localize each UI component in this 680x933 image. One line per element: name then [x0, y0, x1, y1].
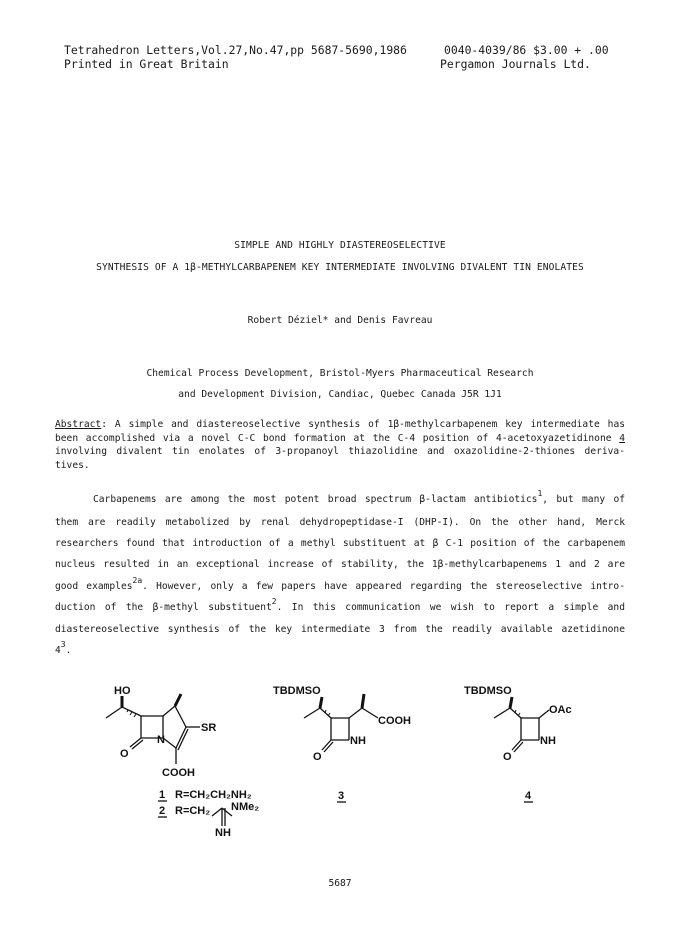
body-line-2: them are readily metabolized by renal dehydropeptidase-I (DHP-I). On the other hand, Merck	[55, 517, 625, 528]
s1-num2: 2	[159, 805, 166, 817]
publisher: Pergamon Journals Ltd.	[440, 57, 591, 71]
body-text: Carbapenems are among the most potent broad spectrum β-lactam antibiotics	[93, 494, 538, 505]
s1-sr: SR	[201, 722, 217, 734]
ref-sup: 3	[60, 640, 66, 649]
ref-sup: 2	[271, 597, 277, 606]
body-line-8	[55, 640, 72, 656]
s4-oac: OAc	[549, 704, 572, 716]
body-line-3: researchers found that introduction of a methyl substituent at β C-1 position of the carbapenem	[55, 538, 625, 549]
s3-nh: NH	[350, 735, 366, 747]
chemical-structures	[0, 680, 680, 880]
price-code: 0040-4039/86 $3.00 + .00	[444, 43, 609, 57]
authors: Robert Déziel* and Denis Favreau	[247, 315, 433, 326]
journal-citation: Tetrahedron Letters,Vol.27,No.47,pp 5687-5690,1986	[64, 43, 407, 57]
body-text: , but many of	[542, 494, 625, 505]
s1-cooh: COOH	[162, 767, 195, 779]
page-number: 5687	[328, 878, 352, 889]
s1-n: N	[157, 734, 165, 746]
s3-num: 3	[338, 790, 345, 802]
s3-o: O	[313, 751, 322, 763]
body-line-1	[93, 489, 625, 505]
body-line-4: nucleus resulted in an exceptional increase of stability, the 1β-methylcarbapenems 1 and 2 are	[55, 559, 625, 570]
ref-sup: 2a	[132, 576, 143, 585]
affiliation-line-1: Chemical Process Development, Bristol-Myers Pharmaceutical Research	[146, 368, 534, 379]
body-text: duction of the β-methyl substituent	[55, 602, 272, 613]
abstract-text-1: : A simple and diastereoselective synthesis of 1β-methylcarbapenem key intermediate has	[101, 419, 625, 430]
ref-sup: 1	[537, 489, 543, 498]
body-text: . However, only a few papers have appeared regarding the stereoselective intro-	[142, 581, 625, 592]
title-line-2: SYNTHESIS OF A 1β-METHYLCARBAPENEM KEY INTERMEDIATE INVOLVING DIVALENT TIN ENOLATES	[96, 262, 584, 273]
abstract-line-4: tives.	[55, 460, 90, 471]
s4-nh: NH	[540, 735, 556, 747]
affiliation-line-2: and Development Division, Candiac, Quebec Canada J5R 1J1	[178, 389, 502, 400]
s1-ho: HO	[114, 685, 131, 697]
body-text: .	[65, 645, 72, 656]
s4-num: 4	[525, 790, 532, 802]
abstract-line-3: involving divalent tin enolates of 3-propanoyl thiazolidine and oxazolidine-2-thiones deriva-	[55, 446, 625, 457]
s1-num1: 1	[159, 789, 166, 801]
abstract-line-2	[55, 432, 625, 445]
body-line-7: diastereoselective synthesis of the key intermediate 3 from the readily available azetidinone	[55, 624, 625, 635]
s1-nh: NH	[215, 827, 231, 839]
s3-cooh: COOH	[378, 715, 411, 727]
s4-o: O	[503, 751, 512, 763]
abstract-ref-4: 4	[619, 433, 625, 444]
body-text: . In this communication we wish to report a simple and	[276, 602, 625, 613]
abstract-label: Abstract	[55, 419, 102, 430]
body-text: good examples	[55, 581, 133, 592]
s1-r1: R=CH₂CH₂NH₂	[175, 789, 252, 801]
title-line-1: SIMPLE AND HIGHLY DIASTEREOSELECTIVE	[234, 240, 446, 251]
s1-r2: R=CH₂	[175, 805, 211, 817]
s4-tbdms: TBDMSO	[464, 685, 512, 697]
body-text: 4	[55, 645, 61, 656]
s3-tbdms: TBDMSO	[273, 685, 321, 697]
s1-o: O	[120, 748, 129, 760]
printed-in: Printed in Great Britain	[64, 57, 229, 71]
body-line-6	[55, 597, 625, 613]
abstract-line-1	[55, 418, 625, 431]
abstract-text-2: been accomplished via a novel C-C bond formation at the C-4 position of 4-acetoxyazetidinone	[55, 433, 612, 444]
body-line-5	[55, 576, 625, 592]
s1-nme2: NMe₂	[231, 801, 260, 813]
